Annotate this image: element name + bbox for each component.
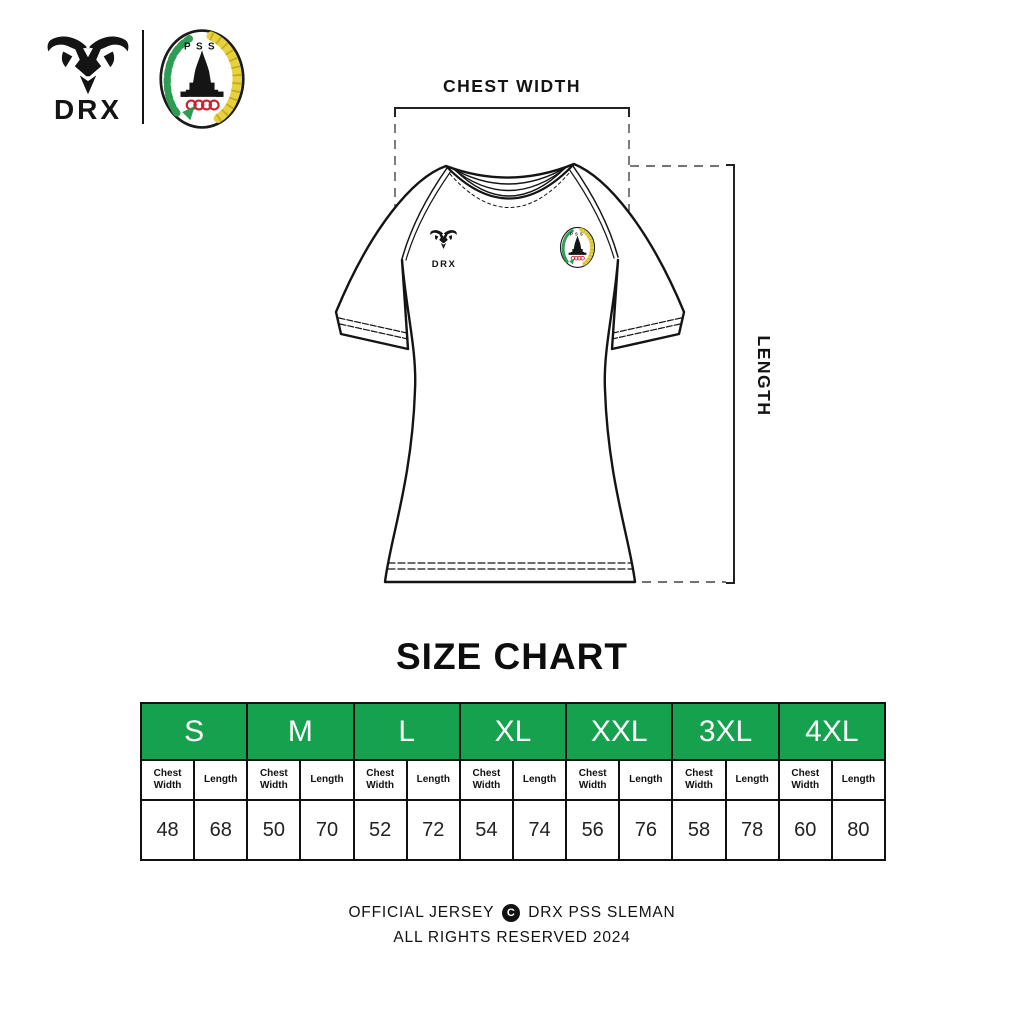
value-4xl-chest: 60 xyxy=(779,800,832,860)
value-m-chest: 50 xyxy=(247,800,300,860)
pss-sleman-badge-icon xyxy=(157,27,247,131)
chest-width-bracket xyxy=(395,108,629,117)
value-xl-chest: 54 xyxy=(460,800,513,860)
col-header-chest-width: Chest Width xyxy=(141,760,194,800)
footer-brand-text: DRX PSS SLEMAN xyxy=(528,904,676,921)
col-header-chest-width: Chest Width xyxy=(460,760,513,800)
value-l-chest: 52 xyxy=(354,800,407,860)
jersey-pss-chest-badge xyxy=(560,227,594,267)
footer-rights-text: ALL RIGHTS RESERVED 2024 xyxy=(393,929,631,946)
value-m-length: 70 xyxy=(300,800,353,860)
size-table-subheader-row xyxy=(141,760,885,800)
col-header-chest-width: Chest Width xyxy=(247,760,300,800)
value-xxl-length: 76 xyxy=(619,800,672,860)
size-header-s: S xyxy=(141,703,247,760)
size-header-m: M xyxy=(247,703,353,760)
page-title: SIZE CHART xyxy=(396,636,628,677)
jersey-drawing xyxy=(336,164,684,582)
col-header-length: Length xyxy=(300,760,353,800)
value-3xl-chest: 58 xyxy=(672,800,725,860)
col-header-length: Length xyxy=(726,760,779,800)
footer-line1 xyxy=(0,904,1024,922)
value-4xl-length: 80 xyxy=(832,800,885,860)
size-table-values-row xyxy=(141,800,885,860)
size-header-xl: XL xyxy=(460,703,566,760)
col-header-chest-width: Chest Width xyxy=(354,760,407,800)
length-bracket xyxy=(726,165,734,583)
col-header-chest-width: Chest Width xyxy=(672,760,725,800)
col-header-length: Length xyxy=(619,760,672,800)
value-xxl-chest: 56 xyxy=(566,800,619,860)
size-header-4xl: 4XL xyxy=(779,703,885,760)
col-header-chest-width: Chest Width xyxy=(566,760,619,800)
drx-wordmark: DRX xyxy=(53,94,123,125)
col-header-length: Length xyxy=(513,760,566,800)
col-header-length: Length xyxy=(832,760,885,800)
chest-width-label: CHEST WIDTH xyxy=(442,76,582,96)
size-header-xxl: XXL xyxy=(566,703,672,760)
brand-divider xyxy=(142,30,144,124)
jersey-drx-chest-text: DRX xyxy=(431,259,457,270)
value-3xl-length: 78 xyxy=(726,800,779,860)
copyright-icon: C xyxy=(502,904,520,922)
value-l-length: 72 xyxy=(407,800,460,860)
value-s-chest: 48 xyxy=(141,800,194,860)
value-xl-length: 74 xyxy=(513,800,566,860)
footer-official-text: OFFICIAL JERSEY xyxy=(348,904,495,921)
size-header-3xl: 3XL xyxy=(672,703,778,760)
size-table xyxy=(140,702,886,861)
size-table-header-row xyxy=(141,703,885,760)
col-header-chest-width: Chest Width xyxy=(779,760,832,800)
col-header-length: Length xyxy=(194,760,247,800)
size-header-l: L xyxy=(354,703,460,760)
jersey-outline xyxy=(336,164,684,582)
col-header-length: Length xyxy=(407,760,460,800)
value-s-length: 68 xyxy=(194,800,247,860)
drx-bull-icon xyxy=(42,30,134,96)
jersey-measurement-diagram xyxy=(300,60,780,620)
length-label: LENGTH xyxy=(754,335,774,417)
